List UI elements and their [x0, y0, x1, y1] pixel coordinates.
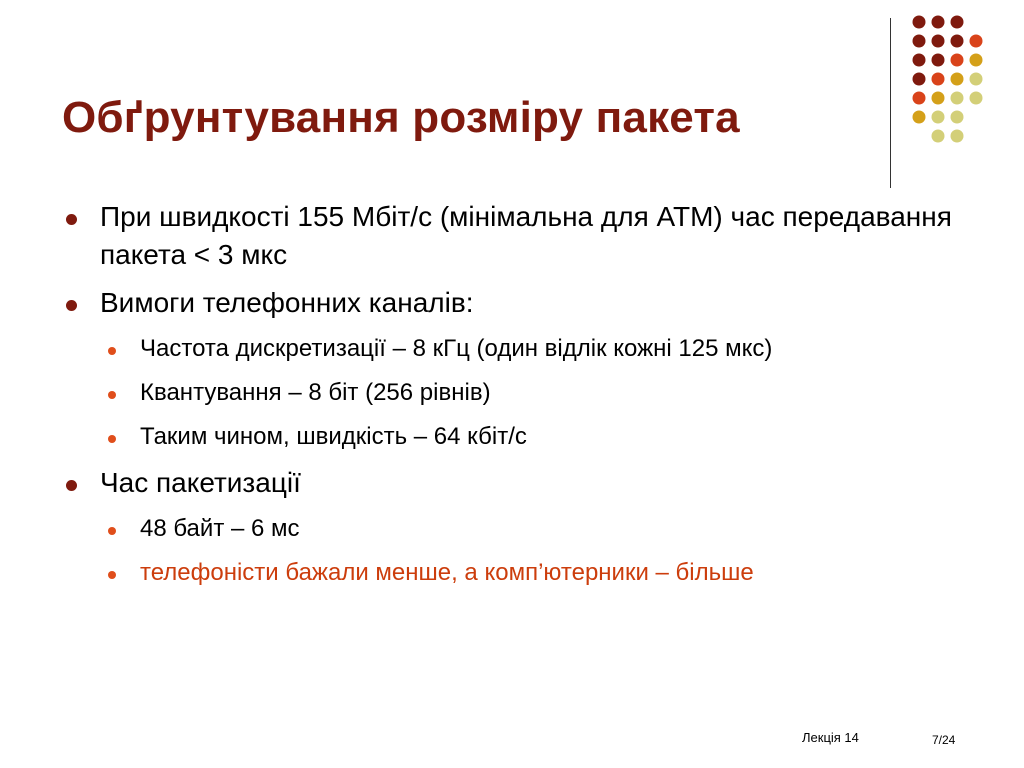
decorative-dot — [951, 35, 964, 48]
slide-title: Обґрунтування розміру пакета — [62, 93, 740, 142]
bullet-dot-icon — [66, 300, 77, 311]
sub-bullet-dot-icon — [108, 391, 116, 399]
decorative-dot — [970, 54, 983, 67]
sub-bullet-text: Частота дискретизації – 8 кГц (один відлік кожні 125 мкс) — [140, 335, 773, 362]
sub-bullet-dot-icon — [108, 571, 116, 579]
decorative-dot — [951, 16, 964, 29]
bullet-dot-icon — [66, 214, 77, 225]
footer-lecture-label: Лекція 14 — [802, 730, 859, 745]
sub-bullet-item — [62, 420, 962, 454]
decorative-dot — [913, 92, 926, 105]
decorative-dot — [951, 130, 964, 143]
bullet-text: При швидкості 155 Мбіт/с (мінімальна для АТМ) час передавання пакета < 3 мкс — [100, 201, 952, 270]
sub-bullet-highlight-text: телефоністи бажали менше, а комп’ютерники – більше — [140, 559, 754, 586]
bullet-text: Час пакетизації — [100, 467, 301, 498]
decorative-dot — [913, 54, 926, 67]
slide-content — [62, 198, 962, 600]
decorative-dot — [932, 130, 945, 143]
sub-bullet-item — [62, 556, 962, 590]
decorative-dot — [913, 16, 926, 29]
bullet-item — [62, 198, 962, 274]
decorative-dot — [970, 73, 983, 86]
decorative-dot — [970, 35, 983, 48]
decorative-dot — [932, 73, 945, 86]
bullet-dot-icon — [66, 480, 77, 491]
decorative-dot — [932, 54, 945, 67]
decorative-dot — [913, 73, 926, 86]
decorative-dot — [932, 35, 945, 48]
sub-bullet-item — [62, 512, 962, 546]
decorative-dot — [951, 54, 964, 67]
sub-bullet-text: Таким чином, швидкість – 64 кбіт/с — [140, 423, 527, 450]
decorative-dot — [932, 92, 945, 105]
sub-bullet-dot-icon — [108, 435, 116, 443]
decorative-dot — [932, 16, 945, 29]
sub-bullet-dot-icon — [108, 527, 116, 535]
decorative-dot — [913, 111, 926, 124]
decorative-dot — [951, 92, 964, 105]
sub-bullet-text: 48 байт – 6 мс — [140, 515, 300, 542]
bullet-item — [62, 464, 962, 502]
footer-page-number: 7/24 — [932, 733, 956, 747]
decorative-dot — [951, 73, 964, 86]
bullet-text: Вимоги телефонних каналів: — [100, 287, 474, 318]
decorative-dot — [932, 111, 945, 124]
sub-bullet-item — [62, 332, 962, 366]
sub-bullet-dot-icon — [108, 347, 116, 355]
bullet-item — [62, 284, 962, 322]
vertical-divider — [890, 18, 891, 188]
decorative-dot — [913, 35, 926, 48]
sub-bullet-text: Квантування – 8 біт (256 рівнів) — [140, 379, 491, 406]
decorative-dot — [951, 111, 964, 124]
sub-bullet-item — [62, 376, 962, 410]
decorative-dot — [970, 92, 983, 105]
